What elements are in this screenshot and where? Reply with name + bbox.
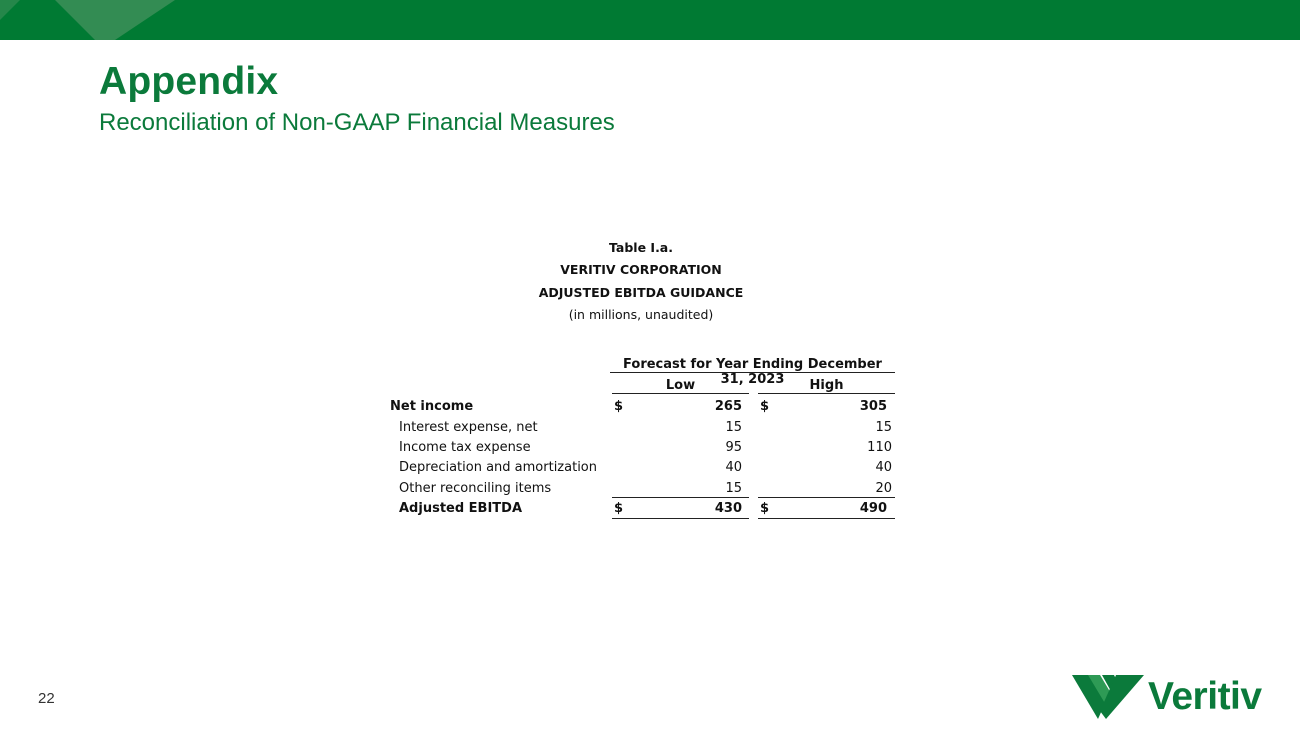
low-value: 265 [714, 399, 742, 414]
currency-symbol: $ [760, 399, 770, 414]
table-row [390, 438, 895, 458]
table-row [390, 418, 895, 438]
period-header: Forecast for Year Ending December 31, 2023 [623, 357, 882, 387]
page-title: Appendix [99, 60, 279, 103]
divider [612, 393, 749, 394]
table-row-total [390, 499, 895, 519]
row-label: Depreciation and amortization [399, 460, 597, 475]
table-units: (in millions, unaudited) [568, 307, 714, 322]
low-value: 15 [725, 481, 742, 496]
table-company: VERITIV CORPORATION [560, 262, 722, 277]
page-subtitle: Reconciliation of Non-GAAP Financial Measures [99, 109, 615, 136]
header-decoration [0, 0, 300, 40]
table-label: Table I.a. [609, 240, 673, 255]
divider [612, 497, 749, 498]
low-value: 15 [725, 420, 742, 435]
row-label: Net income [390, 399, 474, 414]
table-row [390, 397, 895, 417]
row-label: Other reconciling items [399, 481, 552, 496]
currency-symbol: $ [614, 501, 624, 516]
row-label: Interest expense, net [399, 420, 538, 435]
col-high-header: High [809, 378, 844, 393]
currency-symbol: $ [760, 501, 770, 516]
currency-symbol: $ [614, 399, 624, 414]
low-value: 430 [714, 501, 742, 516]
table-row [390, 479, 895, 499]
low-value: 40 [725, 460, 742, 475]
low-value: 95 [725, 440, 742, 455]
header-bar [0, 0, 1300, 40]
row-label: Adjusted EBITDA [399, 501, 523, 516]
divider [758, 393, 895, 394]
brand-wordmark: Veritiv [1148, 675, 1262, 718]
high-value: 20 [875, 481, 892, 496]
high-value: 305 [859, 399, 887, 414]
col-low-header: Low [665, 378, 696, 393]
row-label: Income tax expense [399, 440, 531, 455]
divider [758, 497, 895, 498]
divider [758, 518, 895, 519]
table-heading: ADJUSTED EBITDA GUIDANCE [538, 285, 744, 300]
page-number: 22 [38, 690, 55, 707]
table-row [390, 458, 895, 478]
column-header-row [390, 376, 895, 396]
veritiv-logo-icon [1072, 673, 1146, 721]
high-value: 40 [875, 460, 892, 475]
high-value: 110 [867, 440, 892, 455]
high-value: 15 [875, 420, 892, 435]
high-value: 490 [859, 501, 887, 516]
divider [610, 372, 895, 373]
divider [612, 518, 749, 519]
